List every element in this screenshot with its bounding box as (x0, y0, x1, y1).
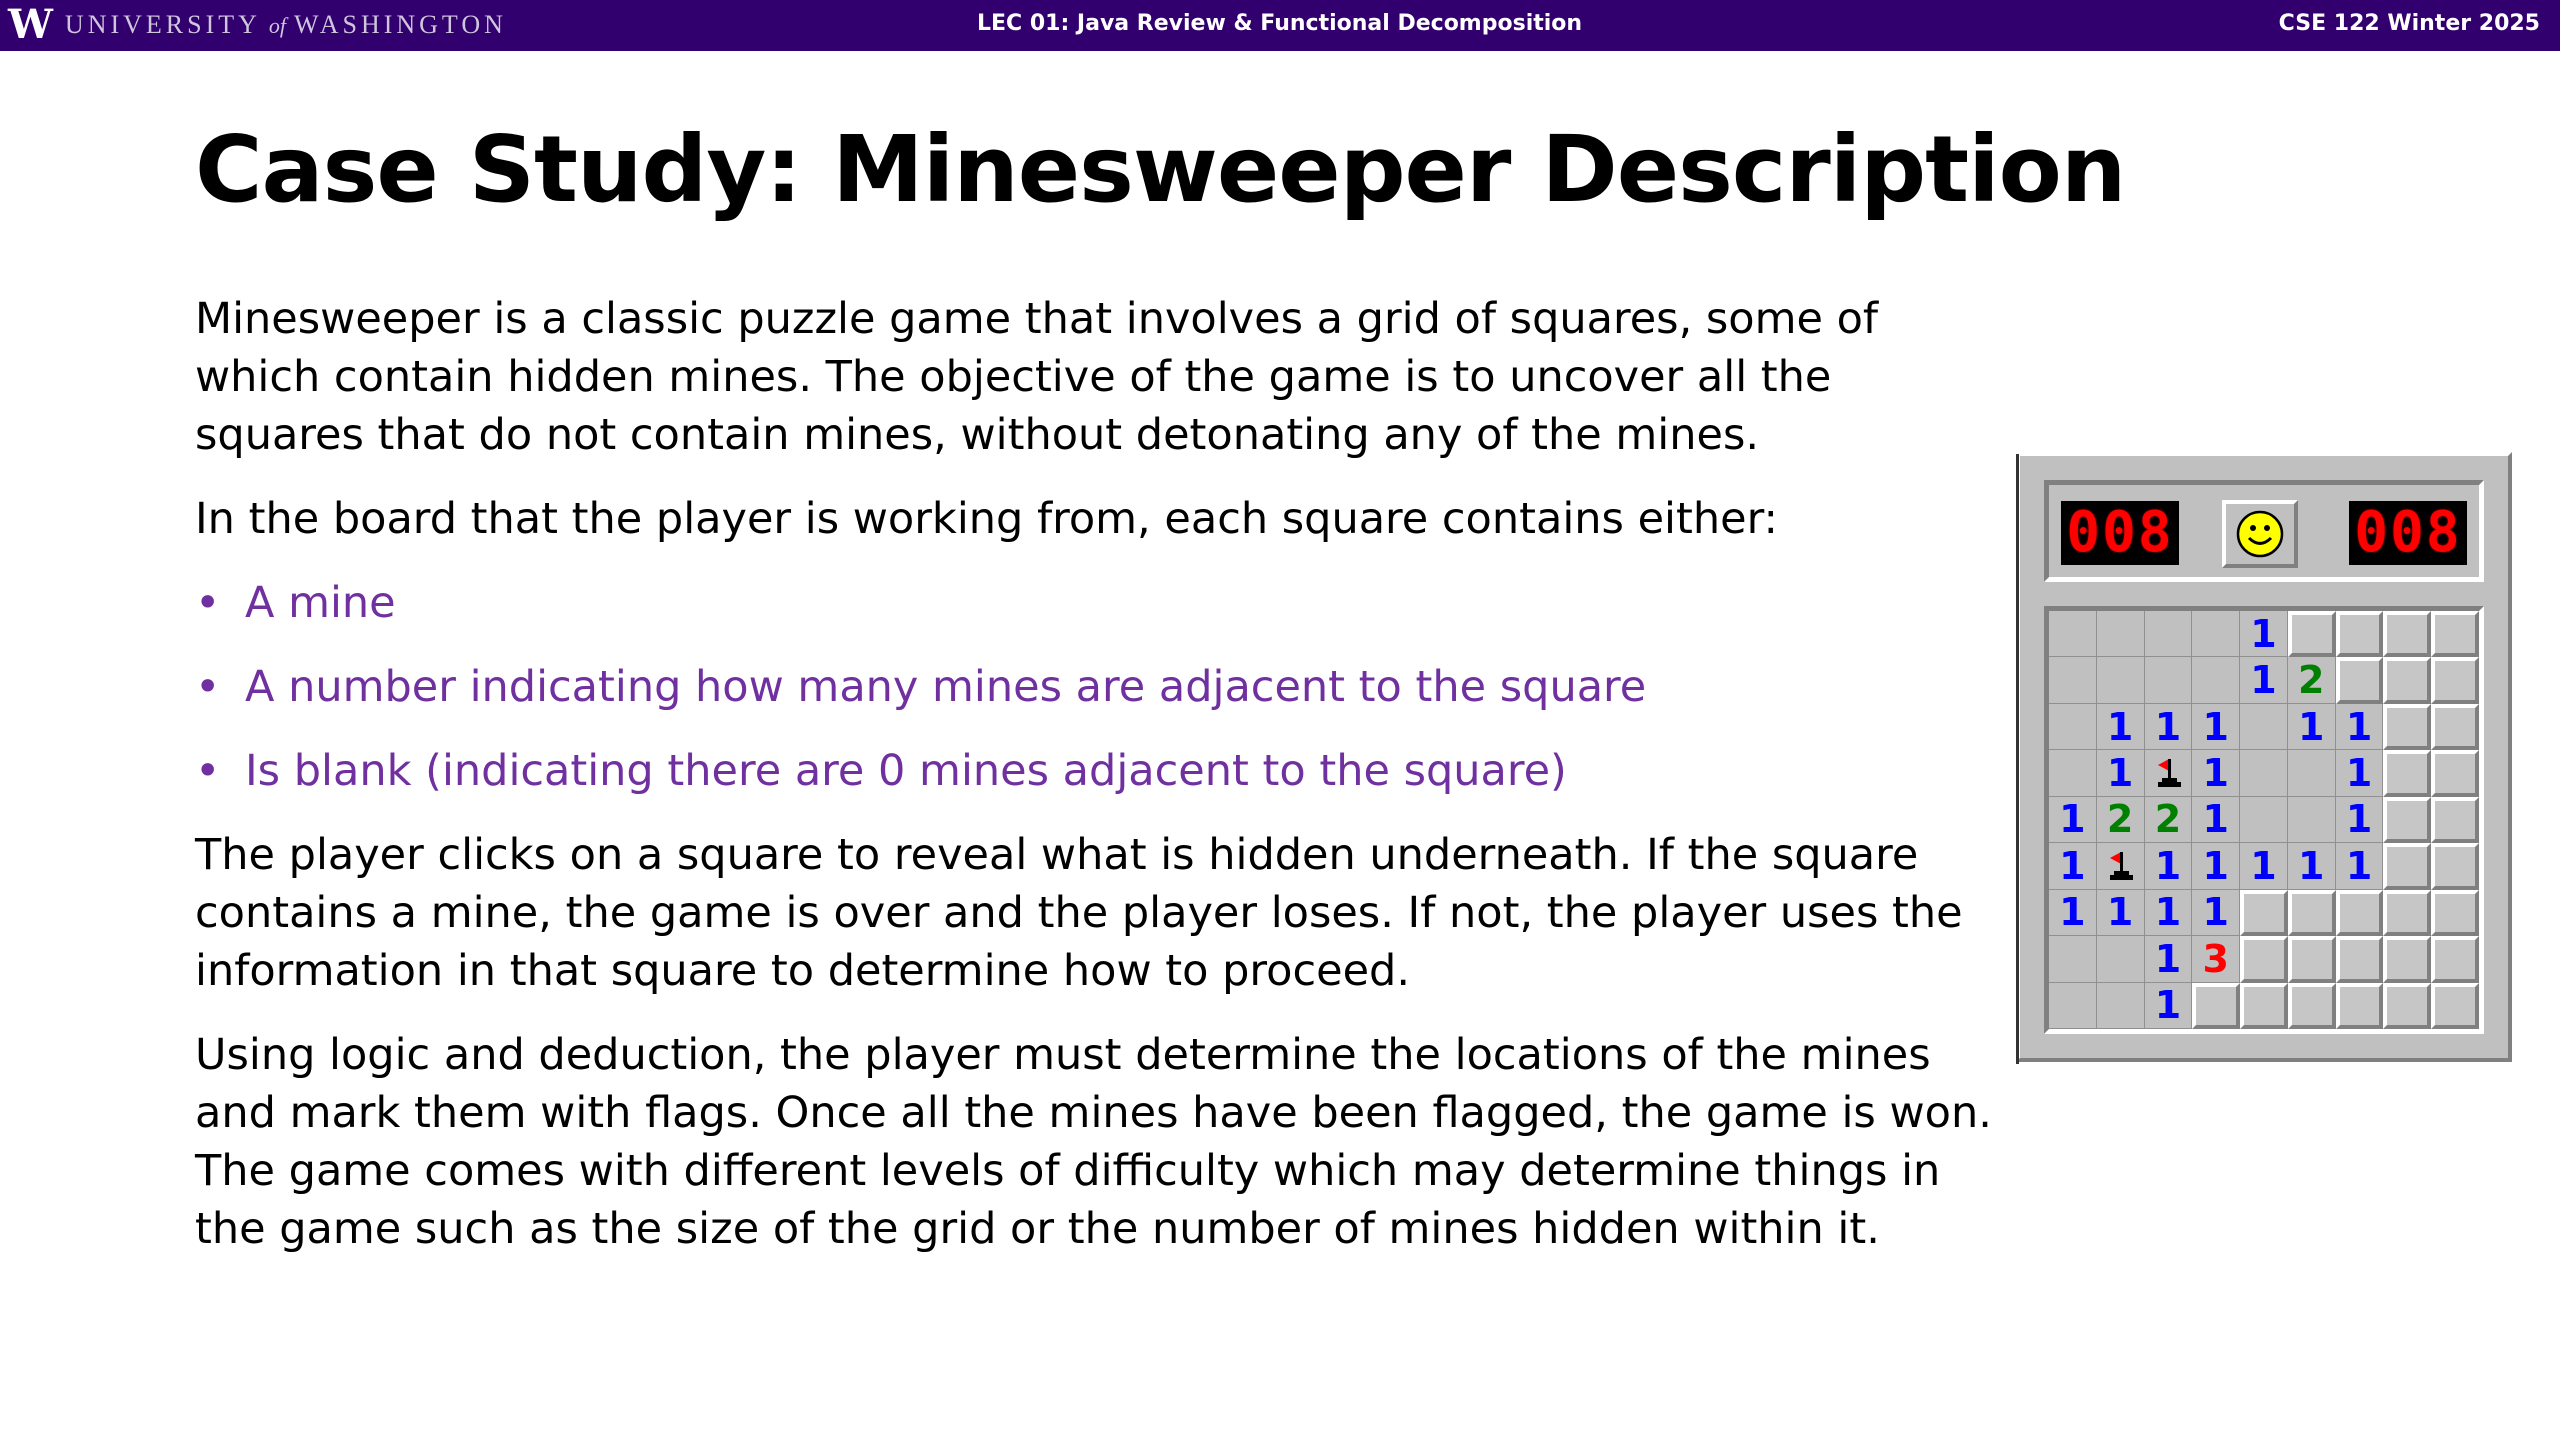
bullet-text: A number indicating how many mines are adjacent to the square (245, 662, 1647, 712)
number-cell[interactable] (2097, 797, 2145, 843)
unrevealed-cell[interactable] (2383, 750, 2431, 796)
deduction-paragraph: Using logic and deduction, the player must determine the locations of the mines and mark them with flags. Once all the mines have been flagged, the game is won. The game comes with different levels of difficulty which may determine things in the game such as the size of the grid or the number of mines hidden within it. (195, 1030, 1992, 1254)
empty-cell[interactable] (2288, 797, 2336, 843)
unrevealed-cell[interactable] (2431, 890, 2479, 936)
number-cell[interactable] (2288, 843, 2336, 889)
cell-number: 1 (2106, 751, 2134, 796)
number-cell[interactable] (2192, 936, 2240, 982)
uw-w-logo-icon: W (8, 1, 53, 48)
minesweeper-status-panel (2044, 480, 2484, 582)
cell-number: 1 (2250, 843, 2277, 888)
unrevealed-cell[interactable] (2336, 983, 2384, 1029)
number-cell[interactable] (2145, 704, 2193, 750)
empty-cell[interactable] (2097, 936, 2145, 982)
cell-number: 1 (2154, 890, 2182, 935)
cell-number: 1 (2345, 704, 2373, 749)
mine-counter: 008 (2061, 501, 2179, 565)
number-cell[interactable] (2145, 936, 2193, 982)
cell-number: 1 (2202, 797, 2229, 842)
number-cell[interactable] (2240, 843, 2288, 889)
board-contents-paragraph: In the board that the player is working from, each square contains either: (195, 494, 1778, 544)
bullet-dot: • (195, 662, 221, 712)
cell-number: 1 (2298, 704, 2325, 749)
empty-cell[interactable] (2145, 611, 2193, 657)
window-edge (2016, 454, 2019, 1064)
unrevealed-cell[interactable] (2383, 704, 2431, 750)
slide-title: Case Study: Minesweeper Description (195, 116, 2126, 223)
lecture-title: LEC 01: Java Review & Functional Decomposition (977, 11, 1583, 36)
empty-cell[interactable] (2192, 611, 2240, 657)
flag-icon (2105, 849, 2135, 883)
unrevealed-cell[interactable] (2431, 750, 2479, 796)
cell-number: 1 (2345, 843, 2373, 888)
header-bar (0, 0, 2560, 51)
unrevealed-cell[interactable] (2240, 983, 2288, 1029)
bullet-text: Is blank (indicating there are 0 mines adjacent to the square) (245, 746, 1567, 796)
unrevealed-cell[interactable] (2288, 983, 2336, 1029)
unrevealed-cell[interactable] (2336, 611, 2384, 657)
cell-number: 1 (2154, 704, 2182, 749)
minesweeper-window (2016, 452, 2512, 1062)
bullet-number (195, 658, 2000, 716)
minesweeper-board (2044, 606, 2484, 1034)
unrevealed-cell[interactable] (2431, 657, 2479, 703)
unrevealed-cell[interactable] (2336, 890, 2384, 936)
cell-number: 1 (2059, 843, 2086, 888)
cell-number: 1 (2345, 751, 2373, 796)
unrevealed-cell[interactable] (2288, 936, 2336, 982)
course-label: CSE 122 Winter 2025 (2278, 11, 2540, 36)
cell-number: 1 (2250, 611, 2277, 656)
cell-number: 1 (2202, 843, 2229, 888)
cell-number: 1 (2298, 843, 2325, 888)
number-cell[interactable] (2336, 797, 2384, 843)
number-cell[interactable] (2288, 657, 2336, 703)
number-cell[interactable] (2192, 843, 2240, 889)
unrevealed-cell[interactable] (2431, 704, 2479, 750)
flagged-cell[interactable] (2097, 843, 2145, 889)
number-cell[interactable] (2049, 843, 2097, 889)
unrevealed-cell[interactable] (2383, 890, 2431, 936)
square-contents-list (195, 574, 2000, 800)
empty-cell[interactable] (2097, 983, 2145, 1029)
empty-cell[interactable] (2049, 611, 2097, 657)
number-cell[interactable] (2336, 750, 2384, 796)
empty-cell[interactable] (2145, 657, 2193, 703)
unrevealed-cell[interactable] (2431, 983, 2479, 1029)
timer: 008 (2349, 501, 2467, 565)
unrevealed-cell[interactable] (2383, 797, 2431, 843)
number-cell[interactable] (2145, 843, 2193, 889)
intro-paragraph: Minesweeper is a classic puzzle game that involves a grid of squares, some of which contain hidden mines. The objective of the game is to uncover all the squares that do not contain mines, without detonating any of the mines. (195, 294, 1879, 460)
wordmark-of: of (268, 13, 287, 38)
number-cell[interactable] (2192, 797, 2240, 843)
bullet-text: A mine (245, 578, 396, 628)
number-cell[interactable] (2049, 797, 2097, 843)
unrevealed-cell[interactable] (2383, 657, 2431, 703)
empty-cell[interactable] (2049, 983, 2097, 1029)
cell-number: 1 (2059, 890, 2086, 935)
unrevealed-cell[interactable] (2383, 983, 2431, 1029)
university-wordmark (65, 10, 507, 40)
empty-cell[interactable] (2049, 704, 2097, 750)
bullet-dot: • (195, 578, 221, 628)
unrevealed-cell[interactable] (2336, 657, 2384, 703)
number-cell[interactable] (2097, 750, 2145, 796)
number-cell[interactable] (2240, 611, 2288, 657)
bullet-blank (195, 742, 2000, 800)
number-cell[interactable] (2336, 704, 2384, 750)
cell-number: 1 (2250, 658, 2277, 703)
bullet-mine (195, 574, 2000, 632)
empty-cell[interactable] (2049, 750, 2097, 796)
cell-number: 2 (2154, 797, 2182, 842)
number-cell[interactable] (2288, 704, 2336, 750)
cell-number: 3 (2202, 936, 2229, 981)
cell-number: 1 (2059, 797, 2086, 842)
reveal-paragraph: The player clicks on a square to reveal what is hidden underneath. If the square contains a mine, the game is over and the player loses. If not, the player uses the information in that square to determine how to proceed. (195, 830, 1963, 996)
unrevealed-cell[interactable] (2383, 936, 2431, 982)
empty-cell[interactable] (2240, 797, 2288, 843)
unrevealed-cell[interactable] (2383, 843, 2431, 889)
number-cell[interactable] (2192, 750, 2240, 796)
bullet-dot: • (195, 746, 221, 796)
cell-number: 1 (2154, 983, 2182, 1028)
unrevealed-cell[interactable] (2240, 936, 2288, 982)
wordmark-university: UNIVERSITY (64, 10, 261, 39)
empty-cell[interactable] (2049, 936, 2097, 982)
number-cell[interactable] (2240, 657, 2288, 703)
unrevealed-cell[interactable] (2431, 797, 2479, 843)
smiley-face-icon (2235, 509, 2285, 559)
unrevealed-cell[interactable] (2431, 611, 2479, 657)
wordmark-washington: WASHINGTON (294, 10, 507, 39)
cell-number: 1 (2154, 843, 2182, 888)
cell-number: 1 (2106, 704, 2134, 749)
reset-face-button[interactable] (2222, 500, 2298, 568)
uw-logo (8, 2, 507, 48)
cell-number: 1 (2202, 704, 2229, 749)
number-cell[interactable] (2049, 890, 2097, 936)
unrevealed-cell[interactable] (2431, 936, 2479, 982)
unrevealed-cell[interactable] (2192, 983, 2240, 1029)
number-cell[interactable] (2192, 704, 2240, 750)
empty-cell[interactable] (2240, 750, 2288, 796)
number-cell[interactable] (2192, 890, 2240, 936)
cell-number: 1 (2345, 797, 2373, 842)
cell-number: 1 (2202, 751, 2229, 796)
cell-number: 1 (2154, 936, 2182, 981)
unrevealed-cell[interactable] (2288, 890, 2336, 936)
unrevealed-cell[interactable] (2288, 611, 2336, 657)
flagged-cell[interactable] (2145, 750, 2193, 796)
cell-number: 2 (2298, 658, 2325, 703)
unrevealed-cell[interactable] (2383, 611, 2431, 657)
empty-cell[interactable] (2097, 611, 2145, 657)
cell-number: 1 (2106, 890, 2134, 935)
number-cell[interactable] (2145, 890, 2193, 936)
flag-icon (2153, 756, 2183, 790)
slide-body (195, 290, 2000, 1284)
cell-number: 2 (2106, 797, 2134, 842)
empty-cell[interactable] (2097, 657, 2145, 703)
number-cell[interactable] (2145, 797, 2193, 843)
number-cell[interactable] (2097, 890, 2145, 936)
empty-cell[interactable] (2288, 750, 2336, 796)
empty-cell[interactable] (2240, 704, 2288, 750)
number-cell[interactable] (2145, 983, 2193, 1029)
unrevealed-cell[interactable] (2431, 843, 2479, 889)
empty-cell[interactable] (2192, 657, 2240, 703)
cell-number: 1 (2202, 890, 2229, 935)
number-cell[interactable] (2336, 843, 2384, 889)
empty-cell[interactable] (2049, 657, 2097, 703)
number-cell[interactable] (2097, 704, 2145, 750)
unrevealed-cell[interactable] (2336, 936, 2384, 982)
unrevealed-cell[interactable] (2240, 890, 2288, 936)
